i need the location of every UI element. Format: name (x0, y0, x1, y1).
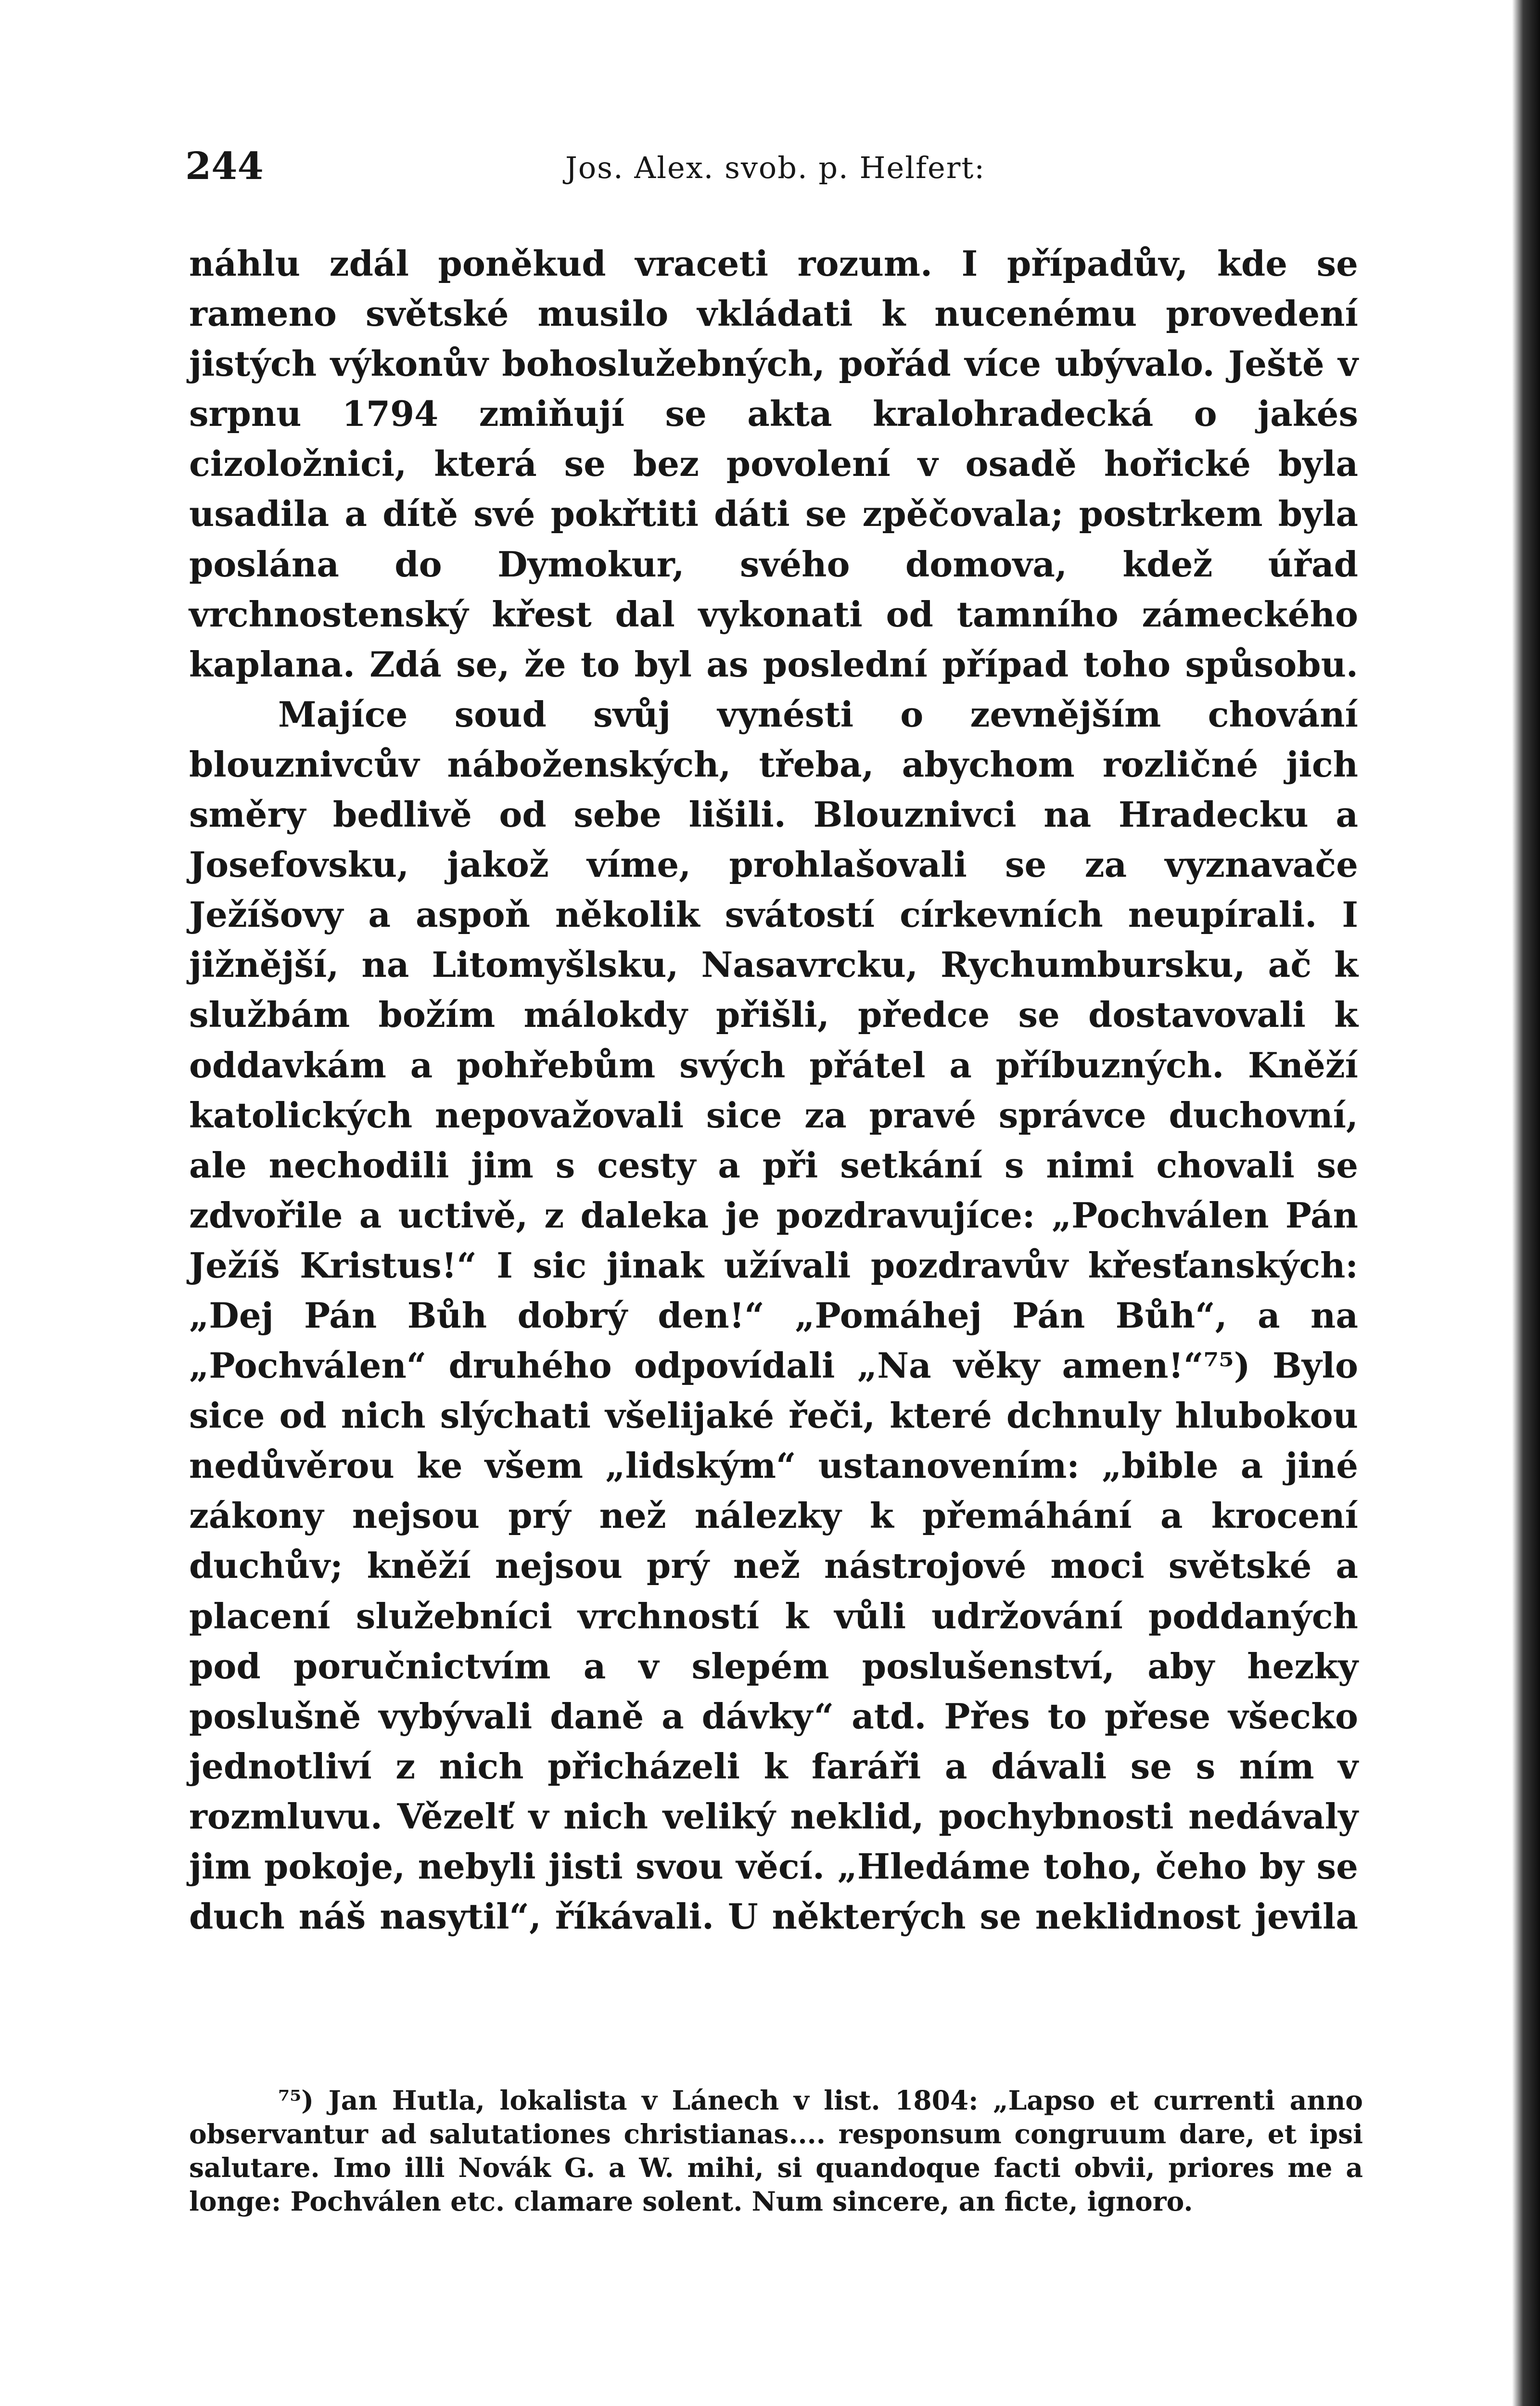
main-text (189, 239, 1358, 2029)
footnote-75: ⁷⁵) Jan Hutla, lokalista v Lánech v list. 1804: „Lapso et currenti anno observantur ad salutationes christianas.... responsum congruum dare, et ipsi salutare. Imo illi Novák G. a W. mihi, si quandoque facti obvii, priores me a longe: Pochválen etc. clamare solent. Num sincere, an ficte, ignoro. (189, 2085, 1363, 2217)
paragraph-blouznivci: Majíce soud svůj vynésti o zevnějším chování blouznivcův náboženských, třeba, abychom rozličné jich směry bedlivě od sebe lišili. Blouznivci na Hradecku a Josefovsku, jakož víme, prohlašovali se za vyznavače Ježíšovy a aspoň několik svátostí církevních neupírali. I jižnější, na Litomyšlsku, Nasavrcku, Rychumbursku, ač k službám božím málokdy přišli, předce se dostavovali k oddavkám a pohřebům svých přátel a příbuzných. Kněží katolických nepovažovali sice za pravé správce duchovní, ale nechodili jim s cesty a při setkání s nimi chovali se zdvořile a uctivě, z daleka je pozdravujíce: „Pochválen Pán Ježíš Kristus!“ I sic jinak užívali pozdravův křesťanských: „Dej Pán Bůh dobrý den!“ „Pomáhej Pán Bůh“, a na „Pochválen“ druhého odpovídali „Na věky amen!“⁷⁵) Bylo sice od nich slýchati všelijaké řeči, které dchnuly hlubokou nedůvěrou ke všem „lidským“ ustanovením: „bible a jiné zákony nejsou prý než nálezky k přemáhání a krocení duchův; kněží nejsou prý než nástrojové moci světské a placení služebníci vrchností k vůli udržování poddaných pod poručnictvím a v slepém poslušenství, aby hezky poslušně vybývali daně a dávky“ atd. Přes to přese všecko jednotliví z nich přicházeli k faráři a dávali se s ním v rozmluvu. Vězelť v nich veliký neklid, pochybnosti nedávaly jim pokoje, nebyli jisti svou věcí. „Hledáme toho, čeho by se duch náš nasytil“, říkávali. U některých se neklidnost jevila (189, 693, 1358, 1937)
running-head: Jos. Alex. svob. p. Helfert: (565, 150, 986, 185)
page-edge-shadow (1512, 0, 1540, 2406)
footnotes (189, 2084, 1363, 2218)
paragraph-continuation: náhlu zdál poněkud vraceti rozum. I případův, kde se rameno světské musilo vkládati k nucenému provedení jistých výkonův bohoslužebných, pořád více ubývalo. Ještě v srpnu 1794 zmiňují se akta kralohradecká o jakés cizoložnici, která se bez povolení v osadě hořické byla usadila a dítě své pokřtiti dáti se zpěčovala; postrkem byla poslána do Dymokur, svého domova, kdež úřad vrchnostenský křest dal vykonati od tamního zámeckého kaplana. Zdá se, že to byl as poslední případ toho spůsobu. (189, 243, 1358, 685)
page-number: 244 (185, 144, 264, 188)
page-header (185, 144, 1359, 202)
